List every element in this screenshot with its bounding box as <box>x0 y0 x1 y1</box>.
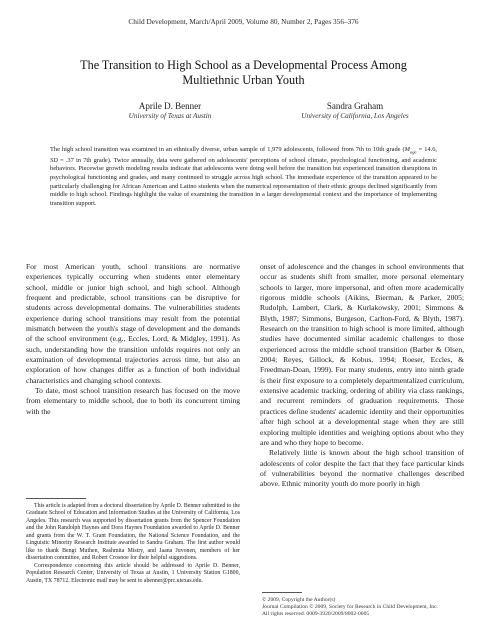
author-name: Aprile D. Benner <box>138 101 202 111</box>
footnote-correspondence: Correspondence concerning this article should be addressed to Aprile D. Benner, Population Research Center, University of Texas at Austin, 1 University Station G1800, Austin, TX 78712. Electronic mail may be sent to abenner@prc.utexas.edu. <box>26 562 240 584</box>
author-affiliation: University of Texas at Austin <box>128 112 212 120</box>
author-1 <box>95 101 245 121</box>
footnote-rule <box>26 498 86 499</box>
copyright-notice: © 2009, Copyright the Author(s) Journal Compilation © 2009, Society for Research in Child Development, Inc. All rights reserved. 0009-3920/2009/8002-0005 <box>262 597 438 618</box>
footnote-acknowledgment: This article is adapted from a doctoral dissertation by Aprile D. Benner submitted to the Graduate School of Education and Information Studies at the University of California, Los Angeles. This research was supported by dissertation grants from the Spencer Foundation and the John Randolph Haynes and Dora Haynes Foundation awarded to Aprile D. Benner and grants from the W. T. Grant Foundation, the National Science Foundation, and the Linguistic Minority Research Institute awarded to Sandra Graham. The first author would like to thank Bengt Muthen, Rashmita Mistry, and Jaana Juvonen, members of her dissertation committee, and Robert Crosnoe for their helpful suggestions. <box>26 503 240 562</box>
journal-citation: Child Development, March/April 2009, Volume 80, Number 2, Pages 356–376 <box>128 17 359 26</box>
footnote <box>26 503 240 585</box>
article-title <box>40 58 447 88</box>
title-line-2: Multiethnic Urban Youth <box>182 73 305 87</box>
abstract: The high school transition was examined in an ethnically diverse, urban sample of 1,979 adolescents, followed from 7th to 10th grade ($M_{age} = 14.6$, SD = .37 in 7th grade). Twice annually, data were gathered on adolescents' perceptions of school climate, psychological functioning, and academic behaviors. Piecewise growth modeling results indicate that adolescents were doing well before the transition but experienced transition disruptions in psychological functioning and grades, and many continued to struggle across high school. The immediate experience of the transition appeared to be particularly challenging for African American and Latino students when the numerical representation of their ethnic groups declined significantly from middle to high school. Findings highlight the value of examining the transition in a larger developmental context and the importance of implementing transition support. <box>50 146 437 207</box>
body-left-column <box>26 262 240 417</box>
author-name: Sandra Graham <box>326 101 384 111</box>
body-paragraph: onset of adolescence and the changes in school environments that occur as students shift from smaller, more personal elementary schools to larger, more impersonal, and often more academically rigorous middle schools (Aikins, Bierman, & Parker, 2005; Rudolph, Lambert, Clark, & Kurlakowsky, 2001; Simmons & Blyth, 1987; Simmons, Burgeson, Carlton-Ford, & Blyth, 1987). Research on the transition to high school is more limited, although studies have documented similar academic challenges to those experienced across the middle school transition (Barber & Olsen, 2004; Reyes, Gillock, & Kobus, 1994; Roeser, Eccles, & Freedman-Doan, 1999). For many students, entry into ninth grade is their first exposure to a completely departmentalized curriculum, extensive academic tracking, ordering of ability via class rankings, and recurrent reminders of graduation requirements. Those practices define students' academic identity and their opportunities after high school at a developmental stage when they are still exploring multiple identities and weighing options about who they are and who they hope to become. <box>260 262 464 447</box>
body-paragraph: To date, most school transition research has focused on the move from elementary to middle school, due to both its concurrent timing with the <box>26 386 240 416</box>
body-paragraph: Relatively little is known about the high school transition of adolescents of color despite the fact that they face particular kinds of vulnerabilities beyond the normative challenges described above. Ethnic minority youth do more poorly in high <box>260 448 464 489</box>
copyright-rule <box>262 592 302 593</box>
body-right-column <box>260 262 464 490</box>
author-affiliation: University of California, Los Angeles <box>301 112 409 120</box>
body-paragraph: For most American youth, school transitions are normative experiences typically occurring when students enter elementary school, middle or junior high school, and high school. Although frequent and predictable, school transitions can be disruptive for students across developmental domains. The vulnerabilities students experience during school transitions may result from the potential mismatch between the youth's stage of development and the demands of the school environment (e.g., Eccles, Lord, & Midgley, 1991). As such, understanding how the transition unfolds requires not only an examination of developmental trajectories across time, but also an exploration of how changes differ as a function of both individual characteristics and changing school contexts. <box>26 262 240 385</box>
author-2 <box>270 101 440 121</box>
title-line-1: The Transition to High School as a Developmental Process Among <box>80 58 407 72</box>
